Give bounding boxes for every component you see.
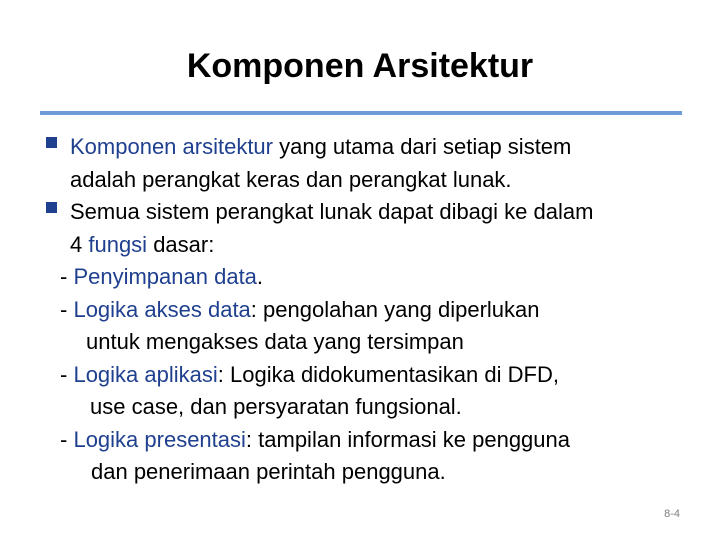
list-item <box>46 359 706 392</box>
list-item-continuation: dan penerimaan perintah pengguna. <box>91 459 446 484</box>
square-bullet-icon <box>46 202 57 213</box>
slide-title: Komponen Arsitektur <box>186 47 534 85</box>
item-text: tampilan informasi ke pengguna <box>252 426 570 452</box>
bullet-2-post: dasar: <box>147 231 215 257</box>
bullet-1-line-1 <box>46 131 706 164</box>
item-term: Penyimpanan data <box>73 264 257 289</box>
item-sep: : <box>217 361 224 387</box>
bullet-2-term: fungsi <box>88 231 148 257</box>
item-term: Logika presentasi <box>73 426 246 452</box>
item-dash: - <box>60 361 74 387</box>
square-bullet-icon <box>46 137 57 148</box>
list-item <box>46 424 706 457</box>
item-text: pengolahan yang diperlukan <box>256 296 540 322</box>
bullet-1-line-2: adalah perangkat keras dan perangkat lunak. <box>70 166 512 192</box>
item-text: Logika didokumentasikan di DFD, <box>223 361 559 387</box>
item-sep: . <box>256 264 264 289</box>
item-term: Logika aplikasi <box>73 361 218 387</box>
bullet-1-term: Komponen arsitektur <box>70 134 273 159</box>
list-item-continuation: untuk mengakses data yang tersimpan <box>86 329 464 354</box>
item-term: Logika akses data <box>73 296 251 322</box>
list-item <box>46 261 706 294</box>
list-item <box>46 294 706 327</box>
item-sep: : <box>250 296 257 322</box>
list-item-continuation: use case, dan persyaratan fungsional. <box>90 394 462 419</box>
bullet-1-text: yang utama dari setiap sistem <box>273 134 572 159</box>
bullet-2-text: Semua sistem perangkat lunak dapat dibagi ke dalam <box>70 199 594 224</box>
page-number: 8-4 <box>664 508 680 520</box>
slide-body <box>46 131 706 489</box>
item-dash: - <box>60 426 74 452</box>
bullet-2-line-1 <box>46 196 706 229</box>
title-divider <box>40 111 682 115</box>
bullet-2-line-2 <box>46 229 706 262</box>
item-dash: - <box>60 264 74 289</box>
bullet-2-pre: 4 <box>70 231 89 257</box>
item-dash: - <box>60 296 74 322</box>
item-sep: : <box>245 426 253 452</box>
